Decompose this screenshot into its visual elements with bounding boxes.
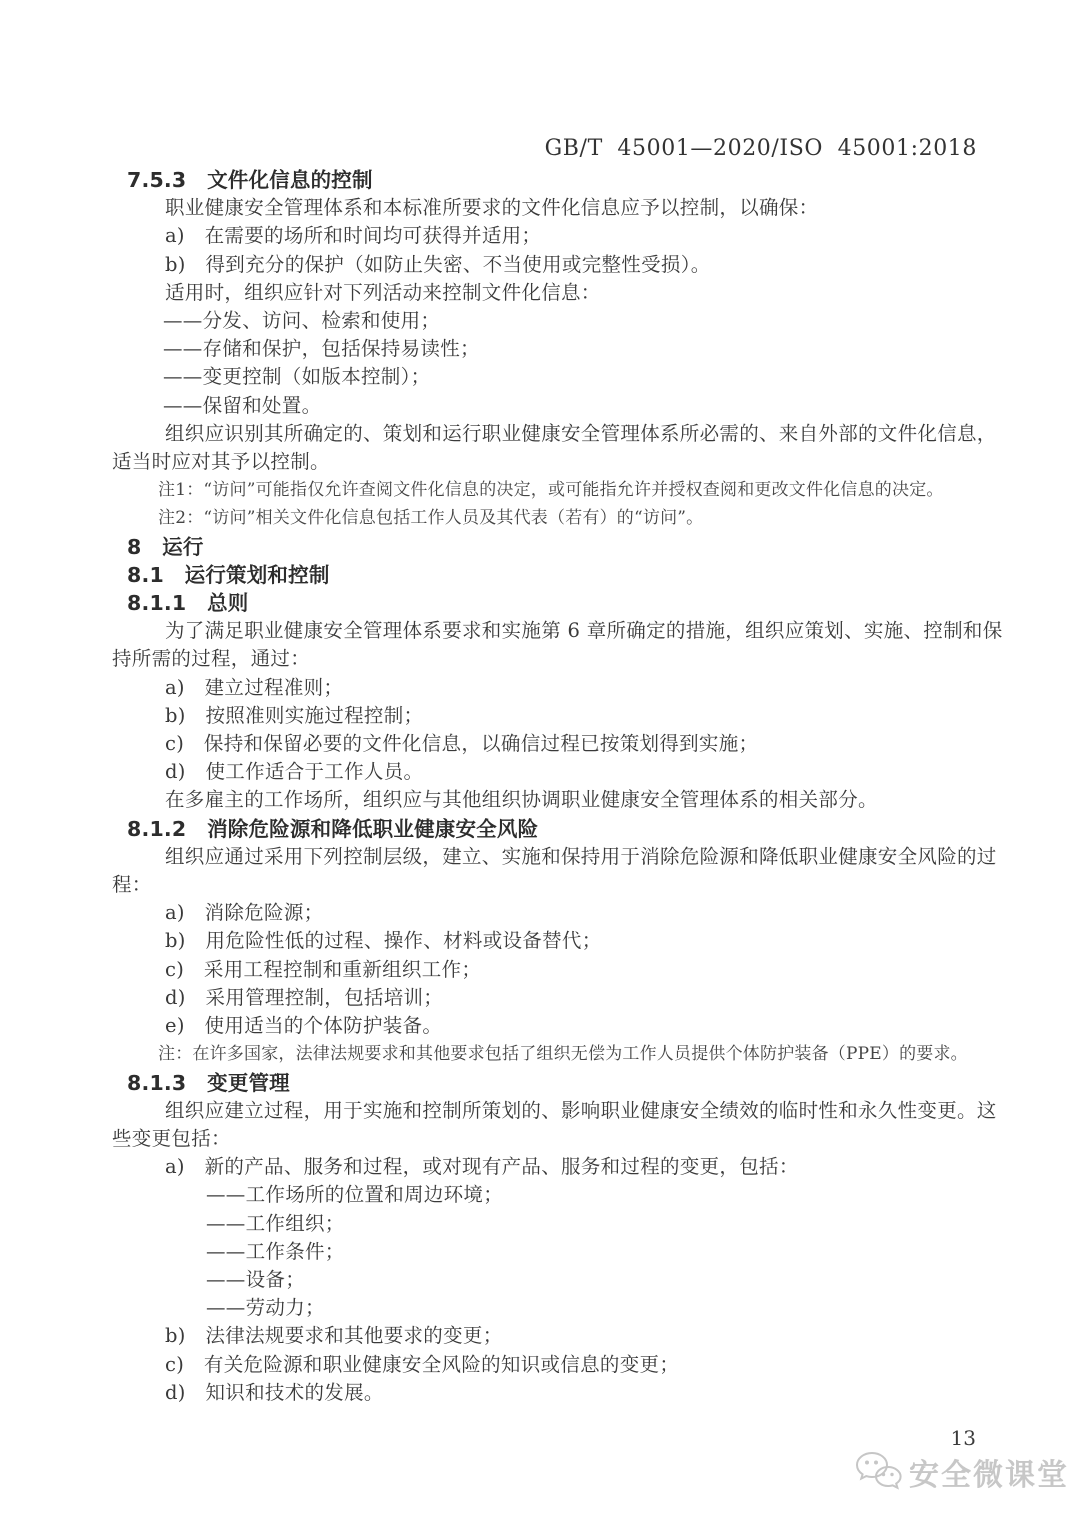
list-item: c) 采用工程控制和重新组织工作； xyxy=(165,957,482,981)
section-heading: 8.1.2 消除危险源和降低职业健康安全风险 xyxy=(127,816,539,841)
list-item: d) 使工作适合于工作人员。 xyxy=(165,760,424,784)
paragraph-line: 适当时应对其予以控制。 xyxy=(112,450,330,474)
note-line: 注1：“访问”可能指仅允许查阅文件化信息的决定，或可能指允许并授权查阅和更改文件化信息的决定。 xyxy=(158,480,944,501)
paragraph-line: 程： xyxy=(112,873,152,897)
dash-list-item: ——变更控制（如版本控制）； xyxy=(163,365,431,389)
list-item: d) 知识和技术的发展。 xyxy=(165,1380,384,1404)
paragraph-line: 持所需的过程，通过： xyxy=(112,647,311,671)
watermark-text: 安全微课堂 xyxy=(909,1458,1069,1493)
list-item: e) 使用适当的个体防护装备。 xyxy=(165,1014,443,1038)
list-item: b) 用危险性低的过程、操作、材料或设备替代； xyxy=(165,929,602,953)
note-line: 注：在许多国家，法律法规要求和其他要求包括了组织无偿为工作人员提供个体防护装备（PPE）的要求。 xyxy=(158,1044,968,1065)
paragraph-line: 些变更包括： xyxy=(112,1126,231,1150)
dash-list-item: ——存储和保护，包括保持易读性； xyxy=(163,337,480,361)
section-heading: 7.5.3 文件化信息的控制 xyxy=(127,168,373,192)
note-line: 注2：“访问”相关文件化信息包括工作人员及其代表（若有）的“访问”。 xyxy=(158,508,704,529)
list-item: a) 在需要的场所和时间均可获得并适用； xyxy=(165,224,542,248)
sub-dash-list-item: ——工作条件； xyxy=(206,1239,345,1263)
dash-list-item: ——分发、访问、检索和使用； xyxy=(163,309,441,333)
list-item: d) 采用管理控制，包括培训； xyxy=(165,985,444,1009)
paragraph-line: 在多雇主的工作场所，组织应与其他组织协调职业健康安全管理体系的相关部分。 xyxy=(165,788,878,812)
sub-dash-list-item: ——设备； xyxy=(206,1267,305,1291)
wechat-logo-icon xyxy=(854,1450,904,1494)
list-item: a) 新的产品、服务和过程，或对现有产品、服务和过程的变更，包括： xyxy=(165,1155,799,1179)
list-item: a) 建立过程准则； xyxy=(165,675,344,699)
paragraph-line: 组织应识别其所确定的、策划和运行职业健康安全管理体系所必需的、来自外部的文件化信息， xyxy=(165,421,997,445)
sub-dash-list-item: ——工作组织； xyxy=(206,1211,345,1235)
sub-dash-list-item: ——工作场所的位置和周边环境； xyxy=(206,1183,503,1207)
section-heading: 8.1.1 总则 xyxy=(127,591,249,616)
running-header-standard-code: GB/T 45001—2020/ISO 45001:2018 xyxy=(544,136,977,161)
list-item: c) 有关危险源和职业健康安全风险的知识或信息的变更； xyxy=(165,1352,680,1376)
list-item: a) 消除危险源； xyxy=(165,901,324,925)
page-number: 13 xyxy=(950,1426,976,1450)
list-item: b) 按照准则实施过程控制； xyxy=(165,703,424,727)
paragraph-line: 组织应通过采用下列控制层级，建立、实施和保持用于消除危险源和降低职业健康安全风险的过 xyxy=(165,844,997,868)
list-item: b) 法律法规要求和其他要求的变更； xyxy=(165,1324,503,1348)
paragraph-line: 适用时，组织应针对下列活动来控制文件化信息： xyxy=(165,280,601,304)
sub-dash-list-item: ——劳动力； xyxy=(206,1296,325,1320)
paragraph-line: 为了满足职业健康安全管理体系要求和实施第 6 章所确定的措施，组织应策划、实施、控制和保 xyxy=(165,619,1003,643)
section-heading: 8.1 运行策划和控制 xyxy=(127,562,330,587)
list-item: b) 得到充分的保护（如防止失密、不当使用或完整性受损）。 xyxy=(165,252,711,276)
paragraph-line: 组织应建立过程，用于实施和控制所策划的、影响职业健康安全绩效的临时性和永久性变更。这 xyxy=(165,1098,997,1122)
dash-list-item: ——保留和处置。 xyxy=(163,393,322,417)
document-content xyxy=(112,166,1003,1407)
list-item: c) 保持和保留必要的文件化信息，以确信过程已按策划得到实施； xyxy=(165,732,759,756)
paragraph-line: 职业健康安全管理体系和本标准所要求的文件化信息应予以控制，以确保： xyxy=(165,196,819,220)
section-heading: 8.1.3 变更管理 xyxy=(127,1070,290,1095)
section-heading: 8 运行 xyxy=(127,534,204,559)
watermark xyxy=(854,1450,1069,1494)
